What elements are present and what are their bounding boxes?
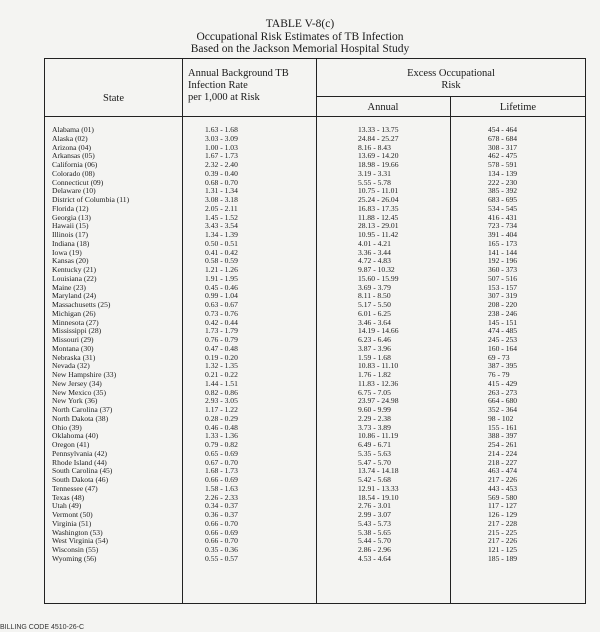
lifetime-risk-cell: 416 - 431 [488, 212, 518, 222]
lifetime-risk-cell: 215 - 225 [488, 527, 518, 537]
lifetime-risk-cell: 126 - 129 [488, 510, 518, 519]
state-cell: Hawaii (15) [52, 221, 89, 231]
annual-risk-cell: 14.19 - 14.66 [358, 326, 399, 336]
header-annual: Annual [367, 102, 399, 113]
state-cell: Iowa (19) [52, 247, 82, 257]
annual-risk-cell: 13.69 - 14.20 [358, 151, 399, 161]
header-excess-line-1: Excess Occupational [407, 68, 495, 79]
lifetime-risk-cell: 415 - 429 [488, 378, 518, 388]
annual-risk-cell: 28.13 - 29.01 [358, 221, 399, 231]
lifetime-risk-cell: 454 - 464 [488, 125, 518, 134]
lifetime-risk-cell: 307 - 319 [488, 291, 518, 301]
lifetime-risk-cell: 117 - 127 [488, 501, 517, 511]
annual-risk-cell: 8.11 - 8.50 [358, 291, 391, 301]
lifetime-risk-cell: 507 - 516 [488, 273, 518, 283]
background-rate-cell: 0.66 - 0.69 [205, 475, 238, 484]
background-rate-cell: 1.45 - 1.52 [205, 212, 238, 222]
lifetime-risk-cell: 98 - 102 [488, 413, 514, 423]
state-cell: Connecticut (09) [52, 177, 104, 187]
annual-risk-cell: 6.49 - 6.71 [358, 440, 391, 449]
lifetime-risk-cell: 192 - 196 [488, 256, 518, 266]
background-rate-cell: 0.65 - 0.69 [205, 448, 238, 458]
header-divider [45, 116, 585, 117]
state-cell: Georgia (13) [52, 212, 91, 222]
annual-risk-cell: 2.76 - 3.01 [358, 501, 391, 511]
state-cell: Louisiana (22) [52, 273, 97, 283]
background-rate-cell: 0.41 - 0.42 [205, 247, 238, 257]
background-rate-cell: 2.05 - 2.11 [205, 203, 238, 213]
lifetime-risk-cell: 145 - 151 [488, 317, 518, 327]
lifetime-risk-cell: 569 - 580 [488, 492, 518, 502]
annual-risk-cell: 16.83 - 17.35 [358, 203, 399, 213]
state-cell: Wyoming (56) [52, 553, 97, 563]
annual-risk-cell: 3.87 - 3.96 [358, 343, 391, 353]
header-state: State [103, 93, 124, 104]
annual-risk-cell: 25.24 - 26.04 [358, 195, 399, 204]
annual-risk-cell: 4.53 - 4.64 [358, 553, 391, 563]
annual-risk-cell: 6.23 - 6.46 [358, 335, 391, 344]
header-lifetime: Lifetime [499, 102, 537, 113]
annual-risk-cell: 12.91 - 13.33 [358, 483, 399, 493]
header-excess-risk [316, 68, 586, 92]
annual-risk-cell: 3.73 - 3.89 [358, 422, 391, 432]
state-cell: Rhode Island (44) [52, 457, 107, 467]
lifetime-risk-cell: 723 - 734 [488, 221, 518, 231]
background-rate-cell: 0.45 - 0.46 [205, 282, 238, 292]
lifetime-risk-cell: 238 - 246 [488, 308, 518, 318]
background-rate-cell: 3.08 - 3.18 [205, 195, 238, 204]
lifetime-risk-cell: 578 - 591 [488, 160, 518, 169]
background-rate-cell: 0.28 - 0.29 [205, 413, 238, 423]
table-subtitle-line-2: Based on the Jackson Memorial Hospital Study [190, 43, 410, 55]
background-rate-cell: 2.93 - 3.05 [205, 396, 238, 406]
state-cell: California (06) [52, 160, 98, 169]
annual-risk-cell: 5.47 - 5.70 [358, 457, 391, 467]
lifetime-risk-cell: 208 - 220 [488, 300, 518, 309]
lifetime-risk-cell: 141 - 144 [488, 247, 518, 257]
annual-risk-cell: 9.87 - 10.32 [358, 265, 395, 274]
background-rate-cell: 0.36 - 0.37 [205, 510, 238, 519]
background-rate-cell: 2.26 - 2.33 [205, 492, 238, 502]
table-subtitle-line-1: Occupational Risk Estimates of TB Infection [196, 31, 404, 43]
annual-risk-cell: 13.33 - 13.75 [358, 125, 399, 134]
lifetime-risk-cell: 134 - 139 [488, 168, 518, 178]
state-cell: Michigan (26) [52, 308, 96, 318]
state-cell: Illinois (17) [52, 230, 89, 239]
background-rate-cell: 0.63 - 0.67 [205, 300, 238, 309]
annual-risk-cell: 8.16 - 8.43 [358, 142, 391, 152]
background-rate-cell: 1.91 - 1.95 [205, 273, 238, 283]
lifetime-risk-cell: 352 - 364 [488, 405, 518, 414]
lifetime-risk-cell: 155 - 161 [488, 422, 518, 432]
background-rate-cell: 3.43 - 3.54 [205, 221, 238, 231]
annual-risk-cell: 15.60 - 15.99 [358, 273, 399, 283]
background-rate-cell: 0.46 - 0.48 [205, 422, 238, 432]
annual-risk-cell: 5.44 - 5.70 [358, 536, 391, 546]
background-rate-cell: 1.31 - 1.34 [205, 186, 238, 196]
background-rate-cell: 1.32 - 1.35 [205, 361, 238, 371]
annual-risk-cell: 13.74 - 14.18 [358, 466, 399, 476]
background-rate-cell: 0.79 - 0.82 [205, 440, 238, 449]
annual-risk-cell: 10.83 - 11.10 [358, 361, 399, 371]
state-cell: Vermont (50) [52, 510, 93, 519]
background-rate-cell: 1.21 - 1.26 [205, 265, 238, 274]
state-cell: New Mexico (35) [52, 387, 106, 397]
background-rate-cell: 0.82 - 0.86 [205, 387, 238, 397]
risk-table [44, 58, 586, 604]
state-cell: Massachusetts (25) [52, 300, 111, 309]
lifetime-risk-cell: 217 - 226 [488, 475, 518, 484]
background-rate-cell: 0.66 - 0.69 [205, 527, 238, 537]
state-cell: Oregon (41) [52, 440, 90, 449]
annual-risk-cell: 10.86 - 11.19 [358, 431, 399, 441]
state-cell: Mississippi (28) [52, 326, 102, 336]
annual-risk-cell: 10.75 - 11.01 [358, 186, 399, 196]
annual-risk-cell: 11.88 - 12.45 [358, 212, 399, 222]
state-cell: Kansas (20) [52, 256, 89, 266]
state-cell: Nebraska (31) [52, 352, 96, 362]
annual-risk-cell: 10.95 - 11.42 [358, 230, 399, 239]
annual-risk-cell: 2.99 - 3.07 [358, 510, 391, 519]
annual-risk-cell: 3.36 - 3.44 [358, 247, 391, 257]
state-cell: New York (36) [52, 396, 98, 406]
background-rate-cell: 0.73 - 0.76 [205, 308, 238, 318]
state-cell: Arkansas (05) [52, 151, 95, 161]
background-rate-cell: 1.63 - 1.68 [205, 125, 238, 134]
background-rate-cell: 1.34 - 1.39 [205, 230, 238, 239]
header-background-line-3: per 1,000 at Risk [188, 92, 260, 103]
state-cell: District of Columbia (11) [52, 195, 130, 204]
lifetime-risk-cell: 185 - 189 [488, 553, 518, 563]
background-rate-cell: 1.68 - 1.73 [205, 466, 238, 476]
state-cell: South Carolina (45) [52, 466, 113, 476]
annual-risk-cell: 1.76 - 1.82 [358, 370, 391, 379]
annual-risk-cell: 2.86 - 2.96 [358, 545, 391, 554]
state-cell: Delaware (10) [52, 186, 96, 196]
state-cell: Alaska (02) [52, 133, 88, 143]
background-rate-cell: 0.76 - 0.79 [205, 335, 238, 344]
background-rate-cell: 0.67 - 0.70 [205, 457, 238, 467]
lifetime-risk-cell: 153 - 157 [488, 282, 518, 292]
background-rate-cell: 0.66 - 0.70 [205, 536, 238, 546]
state-cell: Alabama (01) [52, 125, 94, 134]
lifetime-risk-cell: 388 - 397 [488, 431, 518, 441]
header-excess-line-2: Risk [441, 80, 461, 91]
table-row [45, 555, 585, 564]
background-rate-cell: 0.66 - 0.70 [205, 518, 238, 528]
background-rate-cell: 0.50 - 0.51 [205, 238, 238, 248]
lifetime-risk-cell: 165 - 173 [488, 238, 518, 248]
lifetime-risk-cell: 462 - 475 [488, 151, 518, 161]
lifetime-risk-cell: 385 - 392 [488, 186, 518, 196]
annual-risk-cell: 6.75 - 7.05 [358, 387, 391, 397]
table-title: TABLE V-8(c) [265, 18, 335, 30]
state-cell: Nevada (32) [52, 361, 90, 371]
background-rate-cell: 3.03 - 3.09 [205, 133, 238, 143]
state-cell: Utah (49) [52, 501, 82, 511]
annual-risk-cell: 3.69 - 3.79 [358, 282, 391, 292]
annual-risk-cell: 3.19 - 3.31 [358, 168, 391, 178]
state-cell: New Hampshire (33) [52, 370, 117, 379]
state-cell: North Dakota (38) [52, 413, 109, 423]
background-rate-cell: 1.00 - 1.03 [205, 142, 238, 152]
header-background-rate [188, 68, 316, 104]
header-divider [316, 96, 585, 97]
annual-risk-cell: 9.60 - 9.99 [358, 405, 391, 414]
state-cell: South Dakota (46) [52, 475, 109, 484]
annual-risk-cell: 5.42 - 5.68 [358, 475, 391, 484]
background-rate-cell: 1.73 - 1.79 [205, 326, 238, 336]
lifetime-risk-cell: 678 - 684 [488, 133, 518, 143]
background-rate-cell: 0.99 - 1.04 [205, 291, 238, 301]
background-rate-cell: 2.32 - 2.40 [205, 160, 238, 169]
lifetime-risk-cell: 160 - 164 [488, 343, 518, 353]
state-cell: Florida (12) [52, 203, 89, 213]
state-cell: Oklahoma (40) [52, 431, 99, 441]
background-rate-cell: 1.17 - 1.22 [205, 405, 238, 414]
annual-risk-cell: 3.46 - 3.64 [358, 317, 391, 327]
lifetime-risk-cell: 683 - 695 [488, 195, 518, 204]
annual-risk-cell: 4.72 - 4.83 [358, 256, 391, 266]
state-cell: North Carolina (37) [52, 405, 113, 414]
state-cell: Arizona (04) [52, 142, 92, 152]
background-rate-cell: 0.21 - 0.22 [205, 370, 238, 379]
annual-risk-cell: 5.43 - 5.73 [358, 518, 391, 528]
background-rate-cell: 0.55 - 0.57 [205, 553, 238, 563]
annual-risk-cell: 23.97 - 24.98 [358, 396, 399, 406]
lifetime-risk-cell: 214 - 224 [488, 448, 518, 458]
lifetime-risk-cell: 121 - 125 [488, 545, 518, 554]
state-cell: Virginia (51) [52, 518, 92, 528]
state-cell: Pennsylvania (42) [52, 448, 108, 458]
background-rate-cell: 0.42 - 0.44 [205, 317, 238, 327]
state-cell: Minnesota (27) [52, 317, 99, 327]
state-cell: Maine (23) [52, 282, 86, 292]
background-rate-cell: 1.67 - 1.73 [205, 151, 238, 161]
annual-risk-cell: 6.01 - 6.25 [358, 308, 391, 318]
background-rate-cell: 1.44 - 1.51 [205, 378, 238, 388]
state-cell: Missouri (29) [52, 335, 94, 344]
state-cell: Tennessee (47) [52, 483, 98, 493]
annual-risk-cell: 5.17 - 5.50 [358, 300, 391, 309]
background-rate-cell: 0.58 - 0.59 [205, 256, 238, 266]
lifetime-risk-cell: 218 - 227 [488, 457, 518, 467]
lifetime-risk-cell: 387 - 395 [488, 361, 518, 371]
lifetime-risk-cell: 217 - 226 [488, 536, 518, 546]
lifetime-risk-cell: 217 - 228 [488, 518, 518, 528]
annual-risk-cell: 4.01 - 4.21 [358, 238, 391, 248]
state-cell: West Virginia (54) [52, 536, 109, 546]
state-cell: Montana (30) [52, 343, 94, 353]
state-cell: Ohio (39) [52, 422, 82, 432]
lifetime-risk-cell: 463 - 474 [488, 466, 518, 476]
annual-risk-cell: 24.84 - 25.27 [358, 133, 399, 143]
background-rate-cell: 0.35 - 0.36 [205, 545, 238, 554]
lifetime-risk-cell: 245 - 253 [488, 335, 518, 344]
lifetime-risk-cell: 474 - 485 [488, 326, 518, 336]
state-cell: Maryland (24) [52, 291, 97, 301]
background-rate-cell: 0.47 - 0.48 [205, 343, 238, 353]
annual-risk-cell: 18.98 - 19.66 [358, 160, 399, 169]
lifetime-risk-cell: 254 - 261 [488, 440, 518, 449]
header-background-line-1: Annual Background TB [188, 68, 289, 79]
table-body [45, 126, 585, 564]
annual-risk-cell: 5.35 - 5.63 [358, 448, 391, 458]
billing-code: BILLING CODE 4510-26-C [0, 624, 85, 631]
background-rate-cell: 0.19 - 0.20 [205, 352, 238, 362]
state-cell: Indiana (18) [52, 238, 90, 248]
state-cell: Kentucky (21) [52, 265, 97, 274]
lifetime-risk-cell: 443 - 453 [488, 483, 518, 493]
lifetime-risk-cell: 69 - 73 [488, 352, 510, 362]
annual-risk-cell: 5.38 - 5.65 [358, 527, 391, 537]
state-cell: Texas (48) [52, 492, 85, 502]
state-cell: Washington (53) [52, 527, 103, 537]
annual-risk-cell: 1.59 - 1.68 [358, 352, 391, 362]
lifetime-risk-cell: 308 - 317 [488, 142, 518, 152]
background-rate-cell: 0.34 - 0.37 [205, 501, 238, 511]
background-rate-cell: 0.68 - 0.70 [205, 177, 238, 187]
lifetime-risk-cell: 664 - 680 [488, 396, 518, 406]
lifetime-risk-cell: 76 - 79 [488, 370, 510, 379]
state-cell: Colorado (08) [52, 168, 95, 178]
annual-risk-cell: 11.83 - 12.36 [358, 378, 399, 388]
lifetime-risk-cell: 263 - 273 [488, 387, 518, 397]
state-cell: Wisconsin (55) [52, 545, 99, 554]
lifetime-risk-cell: 391 - 404 [488, 230, 518, 239]
header-background-line-2: Infection Rate [188, 80, 248, 91]
state-cell: New Jersey (34) [52, 378, 102, 388]
background-rate-cell: 1.33 - 1.36 [205, 431, 238, 441]
lifetime-risk-cell: 222 - 230 [488, 177, 518, 187]
background-rate-cell: 1.58 - 1.63 [205, 483, 238, 493]
lifetime-risk-cell: 360 - 373 [488, 265, 518, 274]
annual-risk-cell: 5.55 - 5.78 [358, 177, 391, 187]
annual-risk-cell: 18.54 - 19.10 [358, 492, 399, 502]
background-rate-cell: 0.39 - 0.40 [205, 168, 238, 178]
lifetime-risk-cell: 534 - 545 [488, 203, 518, 213]
annual-risk-cell: 2.29 - 2.38 [358, 413, 391, 423]
